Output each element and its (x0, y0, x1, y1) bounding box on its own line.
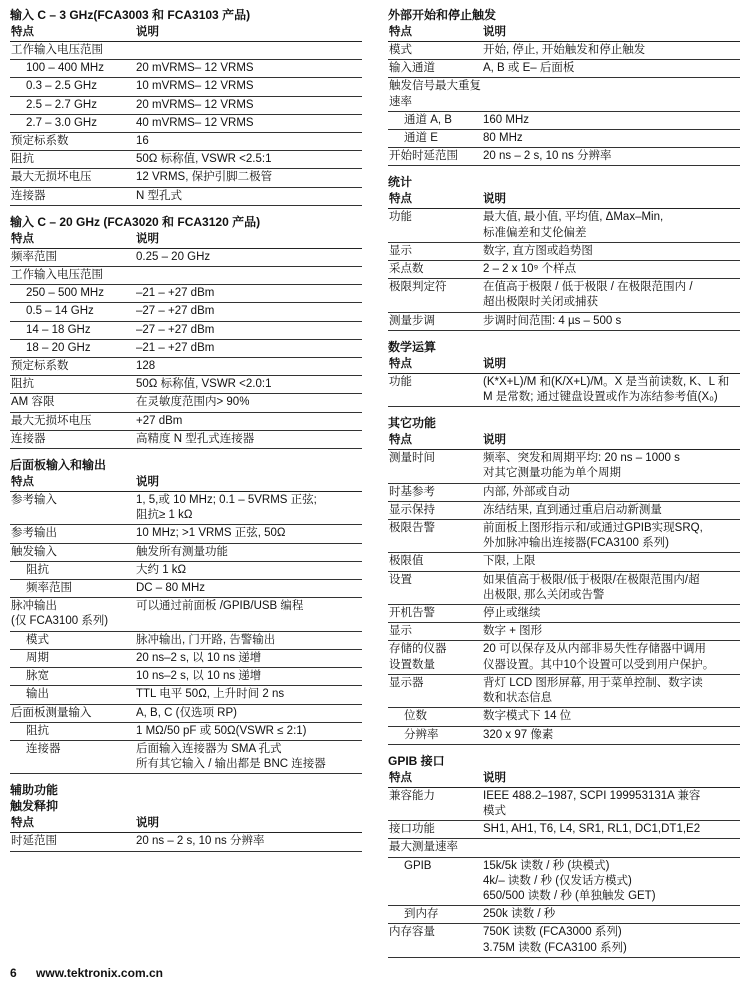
table-row (10, 376, 362, 394)
table-row (10, 285, 362, 303)
section-title: 数学运算 (388, 339, 437, 354)
table-header (388, 356, 740, 374)
section-title: GPIB 接口 (388, 753, 445, 768)
spec-section (388, 416, 740, 744)
row-label: 预定标系数 (11, 360, 69, 373)
table-row (10, 115, 362, 133)
row-label: 预定标系数 (11, 135, 69, 148)
row-value: 320 x 97 像素 (483, 728, 554, 741)
row-label: 设置 (389, 573, 412, 586)
row-label: 极限告警 (389, 522, 435, 535)
table-row (10, 525, 362, 543)
table-row (388, 520, 740, 553)
row-label: 250 – 500 MHz (26, 287, 104, 300)
table-row (388, 484, 740, 502)
row-label: 18 – 20 GHz (26, 341, 91, 354)
table-row (388, 821, 740, 839)
section-title: 后面板输入和输出 (10, 458, 107, 473)
row-value: 12 VRMS, 保护引脚二极管 (136, 171, 273, 184)
row-value: 数字模式下 14 位 (483, 710, 572, 723)
row-value: 20 ns – 2 s, 10 ns 分辨率 (136, 835, 265, 848)
table-row (10, 650, 362, 668)
row-value: 250k 读数 / 秒 (483, 908, 556, 921)
table-header (10, 24, 362, 42)
row-label: 触发信号最大重复速率 (389, 80, 481, 108)
table-row (388, 279, 740, 312)
row-value: IEEE 488.2–1987, SCPI 199953131A 兼容 模式 (483, 789, 701, 817)
row-value (136, 43, 362, 58)
row-label: 输出 (26, 688, 49, 701)
spec-section (10, 215, 362, 449)
row-label: 时延范围 (11, 835, 57, 848)
row-label: 最大无损坏电压 (11, 171, 92, 184)
row-label: 采点数 (389, 263, 424, 276)
row-value: 可以通过前面板 /GPIB/USB 编程 (136, 600, 304, 613)
table-row (388, 261, 740, 279)
table-row (388, 450, 740, 483)
row-value: SH1, AH1, T6, L4, SR1, RL1, DC1,DT1,E2 (483, 823, 701, 836)
table-row (10, 413, 362, 431)
row-label: 通道 A, B (404, 113, 452, 126)
row-value: +27 dBm (136, 414, 183, 427)
table-row (10, 632, 362, 650)
table-row (10, 169, 362, 187)
row-value: 0.25 – 20 GHz (136, 250, 211, 263)
row-label: 最大测量速率 (389, 841, 458, 854)
row-value: 160 MHz (483, 113, 530, 126)
table-row (10, 78, 362, 96)
row-label: 测量步调 (389, 314, 435, 327)
table-row (388, 112, 740, 130)
table-header (388, 191, 740, 209)
row-value: N 型孔式 (136, 189, 182, 202)
row-value: 50Ω 标称值, VSWR <2.0:1 (136, 378, 272, 391)
header-description: 说明 (136, 817, 159, 830)
table-row (388, 675, 740, 708)
table-row (10, 133, 362, 151)
row-value: 内部, 外部或自动 (483, 485, 570, 498)
spec-section (10, 783, 362, 851)
row-value: 频率、突发和周期平均: 20 ns – 1000 s 对其它测量功能为单个周期 (483, 452, 680, 480)
row-label: 连接器 (11, 432, 46, 445)
row-label: 显示器 (389, 676, 424, 689)
row-label: 时基参考 (389, 485, 435, 498)
row-value: 停止或继续 (483, 607, 541, 620)
table-row (10, 431, 362, 449)
row-value: 在值高于极限 / 低于极限 / 在极限范围内 / 超出极限时关闭或捕获 (483, 281, 693, 309)
header-feature: 特点 (389, 26, 412, 38)
table-row (10, 492, 362, 525)
table-header (10, 231, 362, 249)
spec-section (388, 8, 740, 166)
row-label: 脉冲输出 (仅 FCA3100 系列) (11, 600, 109, 628)
section-title: 外部开始和停止触发 (388, 8, 497, 22)
row-label: 参考输出 (11, 527, 57, 540)
row-label: 频率范围 (26, 582, 72, 595)
row-label: 阻抗 (26, 563, 49, 576)
table-row (10, 741, 362, 774)
table-row (10, 686, 362, 704)
row-value: 20 mVRMS– 12 VRMS (136, 98, 254, 111)
row-value (136, 268, 362, 283)
table-row (10, 562, 362, 580)
row-value: 前面板上图形指示和/或通过GPIB实现SRQ, 外加脉冲输出连接器(FCA3100 系列) (483, 522, 703, 550)
header-description: 说明 (483, 26, 506, 38)
row-label: 存储的仪器 设置数量 (389, 643, 447, 671)
table-row (388, 502, 740, 520)
footer-url[interactable]: www.tektronix.com.cn (36, 966, 163, 980)
table-row (10, 598, 362, 631)
table-row (10, 267, 362, 285)
table-row (10, 42, 362, 60)
row-label: 功能 (389, 375, 412, 388)
table-header (388, 770, 740, 788)
row-label: 测量时间 (389, 452, 435, 465)
row-value: 大约 1 kΩ (136, 563, 187, 576)
table-row (10, 188, 362, 206)
row-value: 后面输入连接器为 SMA 孔式 所有其它输入 / 输出都是 BNC 连接器 (136, 742, 326, 771)
right-column (388, 8, 740, 967)
row-value: 步调时间范围: 4 µs – 500 s (483, 314, 622, 327)
section-title: 输入 C – 20 GHz (FCA3020 和 FCA3120 产品) (10, 214, 261, 229)
table-row (10, 394, 362, 412)
table-row (10, 60, 362, 78)
row-label: 模式 (389, 44, 412, 56)
row-label: 0.3 – 2.5 GHz (26, 80, 97, 93)
row-value: 2 – 2 x 10⁹ 个样点 (483, 263, 577, 276)
row-value: 数字, 直方图或趋势图 (483, 244, 593, 257)
table-row (388, 374, 740, 407)
row-value: 10 ns–2 s, 以 10 ns 递增 (136, 670, 262, 683)
row-label: 功能 (389, 211, 412, 224)
table-row (388, 788, 740, 821)
row-label: 100 – 400 MHz (26, 62, 104, 75)
row-value: A, B 或 E– 后面板 (483, 62, 575, 75)
row-label: 0.5 – 14 GHz (26, 305, 94, 318)
row-value: 20 ns–2 s, 以 10 ns 递增 (136, 651, 262, 664)
row-label: 接口功能 (389, 823, 435, 836)
table-row (388, 148, 740, 166)
section-title: 统计 (388, 175, 413, 190)
header-feature: 特点 (389, 771, 412, 784)
row-label: 通道 E (404, 132, 438, 145)
section-title: 输入 C – 3 GHz(FCA3003 和 FCA3103 产品) (10, 8, 251, 22)
row-label: 极限值 (389, 555, 424, 568)
table-row (388, 130, 740, 148)
table-row (10, 97, 362, 115)
row-label: 最大无损坏电压 (11, 414, 92, 427)
table-row (388, 924, 740, 957)
row-label: 频率范围 (11, 250, 57, 263)
row-label: 到内存 (404, 908, 439, 921)
row-value: (K*X+L)/M 和(K/X+L)/M。X 是当前读数, K、L 和 M 是常数; 通过键盘设置或作为冻结参考值(X₀) (483, 375, 730, 404)
row-value: 20 ns – 2 s, 10 ns 分辨率 (483, 150, 612, 163)
table-header (10, 474, 362, 492)
header-feature: 特点 (389, 357, 412, 370)
row-value: 脉冲输出, 门开路, 告警输出 (136, 633, 276, 646)
row-label: 显示 (389, 244, 412, 257)
row-label: 模式 (26, 633, 49, 646)
row-value: 1, 5,或 10 MHz; 0.1 – 5VRMS 正弦; 阻抗≥ 1 kΩ (136, 494, 317, 522)
row-value: 背灯 LCD 图形屏幕, 用于菜单控制、数字读 数和状态信息 (483, 676, 703, 705)
row-value: 20 mVRMS– 12 VRMS (136, 62, 254, 75)
row-value: –21 – +27 dBm (136, 287, 215, 300)
table-header (388, 24, 740, 42)
row-label: 显示保持 (389, 503, 435, 516)
row-label: 位数 (404, 710, 427, 723)
table-row (388, 839, 740, 857)
row-value: 触发所有测量功能 (136, 545, 228, 558)
table-row (10, 544, 362, 562)
row-label: 极限判定符 (389, 281, 447, 294)
row-value: –27 – +27 dBm (136, 305, 215, 318)
row-value: 50Ω 标称值, VSWR <2.5:1 (136, 153, 272, 166)
row-value: 1 MΩ/50 pF 或 50Ω(VSWR ≤ 2:1) (136, 724, 307, 737)
table-row (388, 641, 740, 674)
row-label: 触发输入 (11, 545, 57, 558)
spec-section (388, 340, 740, 407)
row-value: 10 MHz; >1 VRMS 正弦, 50Ω (136, 527, 286, 540)
table-row (10, 668, 362, 686)
table-row (388, 42, 740, 60)
row-label: 分辨率 (404, 728, 439, 741)
row-value: 高精度 N 型孔式连接器 (136, 432, 255, 445)
left-column (10, 8, 362, 861)
row-value: 750K 读数 (FCA3000 系列) 3.75M 读数 (FCA3100 系列) (483, 926, 627, 954)
table-row (10, 151, 362, 169)
header-description: 说明 (483, 193, 506, 206)
page-footer (10, 966, 163, 980)
table-row (388, 605, 740, 623)
row-label: 连接器 (11, 189, 46, 202)
row-value (483, 840, 740, 855)
table-row (388, 858, 740, 907)
row-label: 14 – 18 GHz (26, 323, 91, 336)
table-row (388, 906, 740, 924)
row-label: 连接器 (26, 742, 61, 755)
table-row (388, 553, 740, 571)
table-row (388, 623, 740, 641)
table-row (388, 60, 740, 78)
table-row (388, 78, 740, 111)
row-label: 工作输入电压范围 (11, 269, 103, 282)
table-row (10, 340, 362, 358)
table-row (388, 708, 740, 726)
table-header (10, 815, 362, 833)
header-feature: 特点 (11, 232, 34, 245)
row-value: 15k/5k 读数 / 秒 (块模式) 4k/– 读数 / 秒 (仅发话方模式) 650/500 读数 / 秒 (单独触发 GET) (483, 859, 656, 902)
spec-section (388, 175, 740, 330)
row-value (483, 79, 740, 109)
header-description: 说明 (483, 357, 506, 370)
row-label: 参考输入 (11, 494, 57, 507)
row-value: 下限, 上限 (483, 555, 536, 568)
row-label: 阻抗 (26, 724, 49, 737)
row-label: 周期 (26, 651, 49, 664)
row-label: 阻抗 (11, 153, 34, 166)
row-value: 最大值, 最小值, 平均值, ΔMax–Min, 标准偏差和艾伦偏差 (483, 211, 664, 239)
row-label: 内存容量 (389, 926, 435, 939)
row-label: 工作输入电压范围 (11, 44, 103, 56)
table-row (10, 580, 362, 598)
row-label: 开机告警 (389, 607, 435, 620)
row-label: 开始时延范围 (389, 150, 458, 163)
table-row (10, 833, 362, 851)
table-row (10, 303, 362, 321)
header-description: 说明 (136, 26, 159, 38)
header-feature: 特点 (11, 817, 34, 830)
row-value: TTL 电平 50Ω, 上升时间 2 ns (136, 688, 285, 701)
row-value: 10 mVRMS– 12 VRMS (136, 80, 254, 93)
row-value: –21 – +27 dBm (136, 341, 215, 354)
section-subtitle: 触发释抑 (10, 799, 59, 814)
table-row (10, 723, 362, 741)
header-feature: 特点 (11, 476, 34, 489)
row-value: 20 可以保存及从内部非易失性存储器中调用 仪器设置。其中10个设置可以受到用户保护。 (483, 643, 715, 671)
table-row (10, 358, 362, 376)
spec-section (10, 8, 362, 206)
table-row (388, 727, 740, 745)
row-label: 脉宽 (26, 670, 49, 683)
spec-section (10, 458, 362, 774)
row-value: 128 (136, 360, 156, 373)
page-number: 6 (10, 966, 17, 980)
row-value: –27 – +27 dBm (136, 323, 215, 336)
row-value: 80 MHz (483, 132, 523, 145)
table-row (10, 705, 362, 723)
row-value: 开始, 停止, 开始触发和停止触发 (483, 44, 646, 56)
header-description: 说明 (483, 771, 506, 784)
row-label: AM 容限 (11, 396, 55, 409)
row-label: 显示 (389, 625, 412, 638)
header-feature: 特点 (389, 434, 412, 447)
row-label: GPIB (404, 859, 432, 872)
header-description: 说明 (483, 434, 506, 447)
header-feature: 特点 (389, 193, 412, 206)
table-row (388, 572, 740, 605)
table-row (388, 313, 740, 331)
row-label: 2.5 – 2.7 GHz (26, 98, 97, 111)
row-value: 40 mVRMS– 12 VRMS (136, 116, 254, 129)
row-value: 如果值高于极限/低于极限/在极限范围内/超 出极限, 那么关闭或告警 (483, 573, 700, 601)
row-value: DC – 80 MHz (136, 582, 206, 595)
table-header (388, 432, 740, 450)
row-value: A, B, C (仅选项 RP) (136, 706, 237, 719)
section-title: 辅助功能 (10, 783, 59, 798)
spec-section (388, 754, 740, 958)
table-row (10, 249, 362, 267)
row-value: 16 (136, 135, 149, 148)
header-feature: 特点 (11, 26, 34, 38)
row-label: 兼容能力 (389, 789, 435, 802)
table-row (10, 322, 362, 340)
header-description: 说明 (136, 476, 159, 489)
row-label: 输入通道 (389, 62, 435, 75)
header-description: 说明 (136, 232, 159, 245)
row-label: 2.7 – 3.0 GHz (26, 116, 97, 129)
row-label: 阻抗 (11, 378, 34, 391)
table-row (388, 243, 740, 261)
row-value: 在灵敏度范围内> 90% (136, 396, 250, 409)
row-value: 数字 + 图形 (483, 625, 543, 638)
row-value: 冻结结果, 直到通过重启启动新测量 (483, 503, 662, 516)
row-label: 后面板测量输入 (11, 706, 92, 719)
table-row (388, 209, 740, 242)
section-title: 其它功能 (388, 416, 437, 431)
